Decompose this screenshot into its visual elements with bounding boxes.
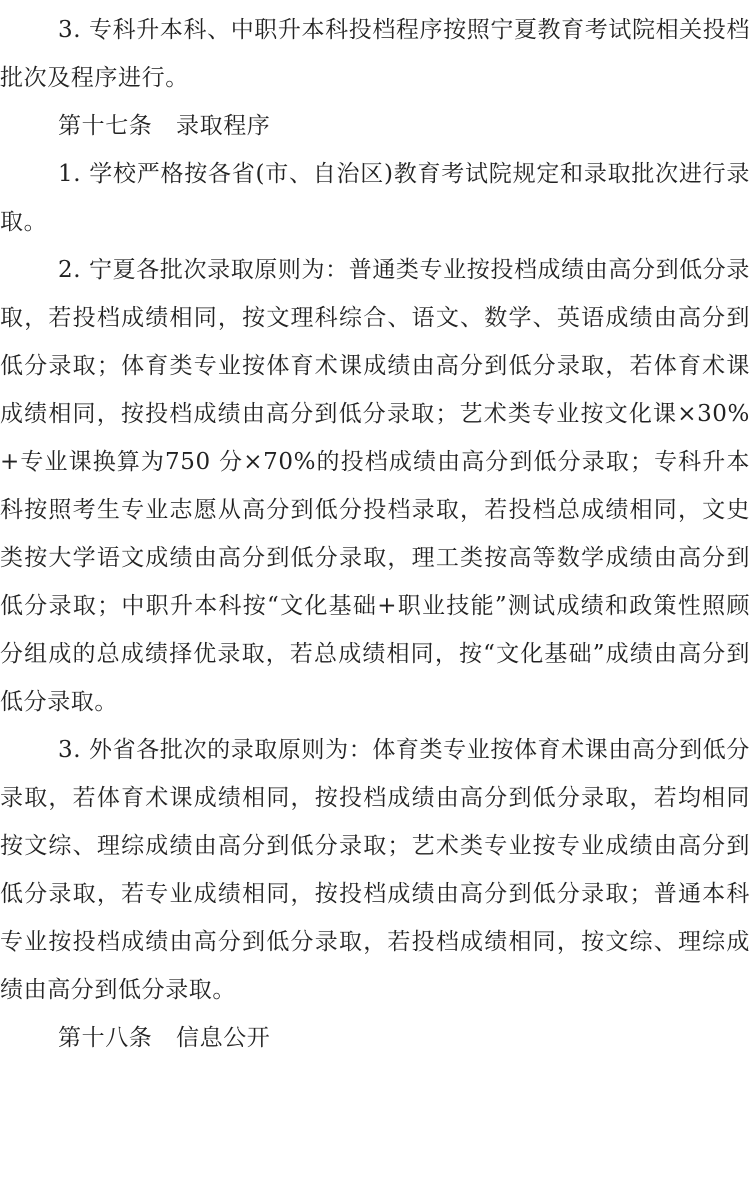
paragraph-article16-item3: 3. 专科升本科、中职升本科投档程序按照宁夏教育考试院相关投档批次及程序进行。 <box>0 17 750 91</box>
paragraph-article17-item1: 1. 学校严格按各省(市、自治区)教育考试院规定和录取批次进行录取。 <box>0 161 750 235</box>
article-17-heading: 第十七条 录取程序 <box>58 113 271 139</box>
paragraph-article17-item3: 3. 外省各批次的录取原则为：体育类专业按体育术课由高分到低分录取，若体育术课成绩相同，按投档成绩由高分到低分录取，若均相同按文综、理综成绩由高分到低分录取；艺术类专业按专业成绩由高分到低分录取，若专业成绩相同，按投档成绩由高分到低分录取；普通本科专业按投档成绩由高分到低分录取，若投档成绩相同，按文综、理综成绩由高分到低分录取。 <box>0 737 750 1003</box>
article-18-heading: 第十八条 信息公开 <box>58 1025 271 1051</box>
paragraph-article17-item2: 2. 宁夏各批次录取原则为：普通类专业按投档成绩由高分到低分录取，若投档成绩相同，按文理科综合、语文、数学、英语成绩由高分到低分录取；体育类专业按体育术课成绩由高分到低分录取，若体育术课成绩相同，按投档成绩由高分到低分录取；艺术类专业按文化课×30%+专业课换算为750 分×70%的投档成绩由高分到低分录取；专科升本科按照考生专业志愿从高分到低分投档录取，若投档总成绩相同，文史类按大学语文成绩由高分到低分录取，理工类按高等数学成绩由高分到低分录取；中职升本科按“文化基础+职业技能”测试成绩和政策性照顾分组成的总成绩择优录取，若总成绩相同，按“文化基础”成绩由高分到低分录取。 <box>0 257 750 715</box>
